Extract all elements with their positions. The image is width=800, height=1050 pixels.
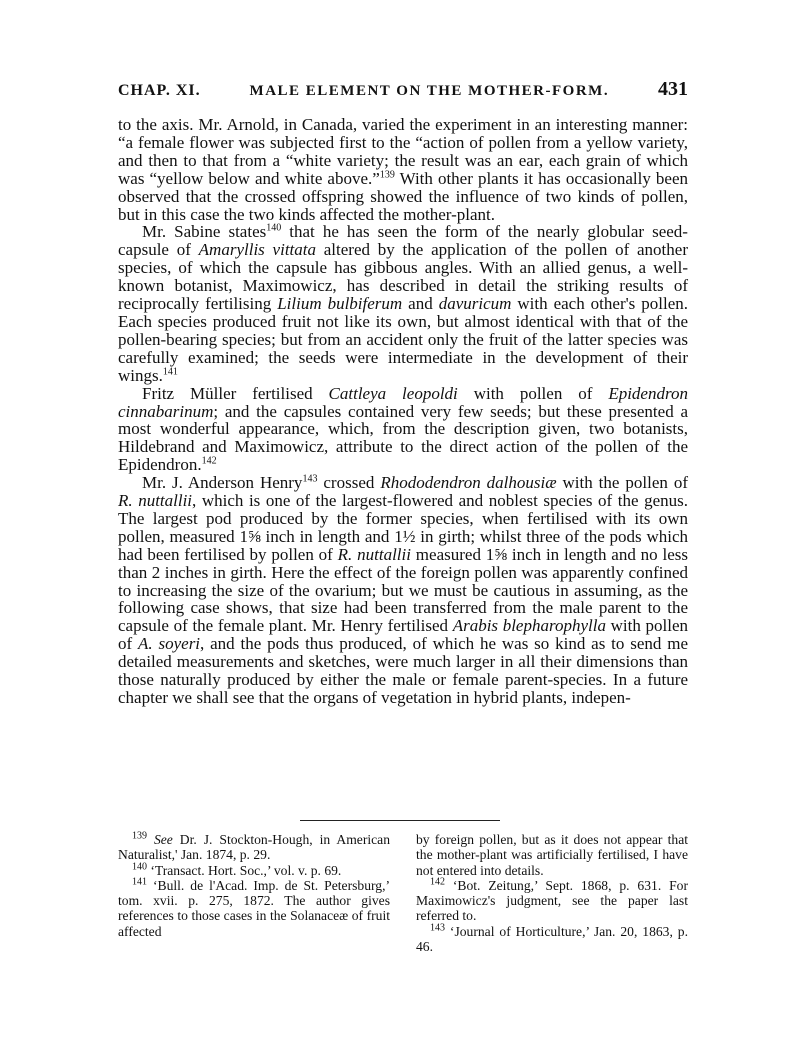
chapter-label: CHAP. XI. xyxy=(118,82,201,99)
text: with pollen of xyxy=(457,383,609,403)
species-name: R. nuttallii xyxy=(118,491,193,511)
footnote-text: Dr. J. Stockton-Hough, in American Naturalist,' Jan. 1874, p. 29. xyxy=(118,832,390,863)
paragraph-4 xyxy=(118,474,688,707)
species-name: A. soyeri xyxy=(138,634,201,654)
footnote-number: 141 xyxy=(132,876,147,888)
footnote-141 xyxy=(118,878,390,939)
text: with the pollen of xyxy=(556,473,688,493)
species-name: Lilium bulbiferum xyxy=(277,294,403,314)
footnote-text: ‘Transact. Hort. Soc.,’ vol. v. p. 69. xyxy=(147,862,342,878)
species-name: Arabis blepharophylla xyxy=(452,616,606,636)
text: Mr. J. Anderson Henry xyxy=(142,473,303,493)
text: to the axis. Mr. Arnold, in Canada, varied the experiment in an interesting manner: “a female flower was subjected first to the “action of pollen from a yellow variety, and then to that from a “white variety; the result was an ear, each grain of which was “yellow below and white above.” xyxy=(118,115,688,188)
footnote-ref: 141 xyxy=(162,366,178,378)
footnote-ref: 142 xyxy=(201,455,217,467)
footnote-141-continued: by foreign pollen, but as it does not appear that the mother-plant was artificially fertilised, I have not entered into details. xyxy=(416,832,688,878)
paragraph-2 xyxy=(118,223,688,384)
footnote-140 xyxy=(118,863,390,878)
footnote-text: ‘Bot. Zeitung,’ Sept. 1868, p. 631. For Maximowicz's judgment, see the paper last referred to. xyxy=(416,877,688,924)
footnote-divider xyxy=(300,820,500,821)
text: with each other's pollen. Each species produced fruit not like its own, but almost identical with that of the pollen-bearing species; but from an accident only the fruit of the latter species was carefully examined; the seeds were intermediate in the development of their wings. xyxy=(118,294,688,385)
footnote-number: 142 xyxy=(430,876,445,888)
footnote-column-left xyxy=(118,832,390,954)
running-title: MALE ELEMENT ON THE MOTHER-FORM. xyxy=(249,83,610,99)
footnote-text: ‘Journal of Horticulture,’ Jan. 20, 1863, p. 46. xyxy=(416,923,688,955)
footnote-number: 140 xyxy=(132,861,147,873)
footnote-number: 143 xyxy=(430,922,445,934)
page xyxy=(118,78,688,707)
text: With other plants it has occasionally been observed that the crossed offspring showed the influence of two kinds of pollen, but in this case the two kinds affected the mother-plant. xyxy=(118,168,688,224)
footnote-ref: 143 xyxy=(302,473,318,485)
paragraph-3 xyxy=(118,385,688,475)
species-name: Amaryllis vittata xyxy=(198,240,316,260)
page-number: 431 xyxy=(657,78,688,100)
text: ; and the capsules contained very few seeds; but these presented a most wonderful appearance, which, from the description given, two botanists, Hildebrand and Maximowicz, attribute to the direct action of the pollen of the Epidendron. xyxy=(118,401,688,475)
text: Mr. Sabine states xyxy=(142,222,267,242)
species-name: Rhododendron dalhousiæ xyxy=(380,473,557,493)
footnote-ref: 140 xyxy=(266,222,282,234)
species-name: davuricum xyxy=(438,294,512,314)
footnote-ref: 139 xyxy=(379,169,395,181)
running-header xyxy=(118,78,688,108)
footnote-see: See xyxy=(153,832,173,847)
text: altered by the application of the pollen of another species, of which the capsule has gibbous angles. With an allied genus, a well-known botanist, Maximowicz, has described in detail the striking results of reciprocally fertilising xyxy=(118,240,688,314)
species-name: Cattleya leopoldi xyxy=(328,383,458,403)
body-text xyxy=(118,116,688,707)
footnotes xyxy=(118,832,688,954)
footnote-column-right xyxy=(416,832,688,954)
text: that he has seen the form of the nearly globular seed-capsule of xyxy=(118,222,688,260)
text: , which is one of the largest-flowered and noblest species of the genus. The largest pod produced by the former species, when fertilised with its own pollen, measured 1⅝ inch in length and 1½ in girth; whilst three of the pods which had been fertilised by pollen of xyxy=(118,491,688,564)
footnote-143 xyxy=(416,924,688,955)
footnote-142 xyxy=(416,878,688,924)
footnote-number: 139 xyxy=(132,830,147,842)
text: measured 1⅝ inch in length and no less than 2 inches in girth. Here the effect of the foreign pollen was apparently confined to increasing the size of the ovarium; but we must be cautious in assuming, as the following case shows, that size had been transferred from the male parent to the capsule of the female plant. Mr. Henry fertilised xyxy=(118,544,688,636)
text: crossed xyxy=(317,473,381,493)
text: Fritz Müller fertilised xyxy=(142,383,329,403)
footnote-139 xyxy=(118,832,390,863)
species-name: R. nuttallii xyxy=(337,544,411,564)
footnote-text: ‘Bull. de l'Acad. Imp. de St. Petersburg,’ tom. xvii. p. 275, 1872. The author gives references to those cases in the Solanaceæ of fruit affected xyxy=(118,877,390,939)
species-name: Epidendron cinnabarinum xyxy=(118,383,688,421)
text: , and the pods thus produced, of which he was so kind as to send me detailed measurements and sketches, were much larger in all their dimensions than those naturally produced by either the male or female parent-species. In a future chapter we shall see that the organs of vegetation in hybrid plants, indepen- xyxy=(118,634,688,707)
text: and xyxy=(402,294,439,314)
text: with pollen of xyxy=(118,616,688,654)
paragraph-1 xyxy=(118,116,688,223)
